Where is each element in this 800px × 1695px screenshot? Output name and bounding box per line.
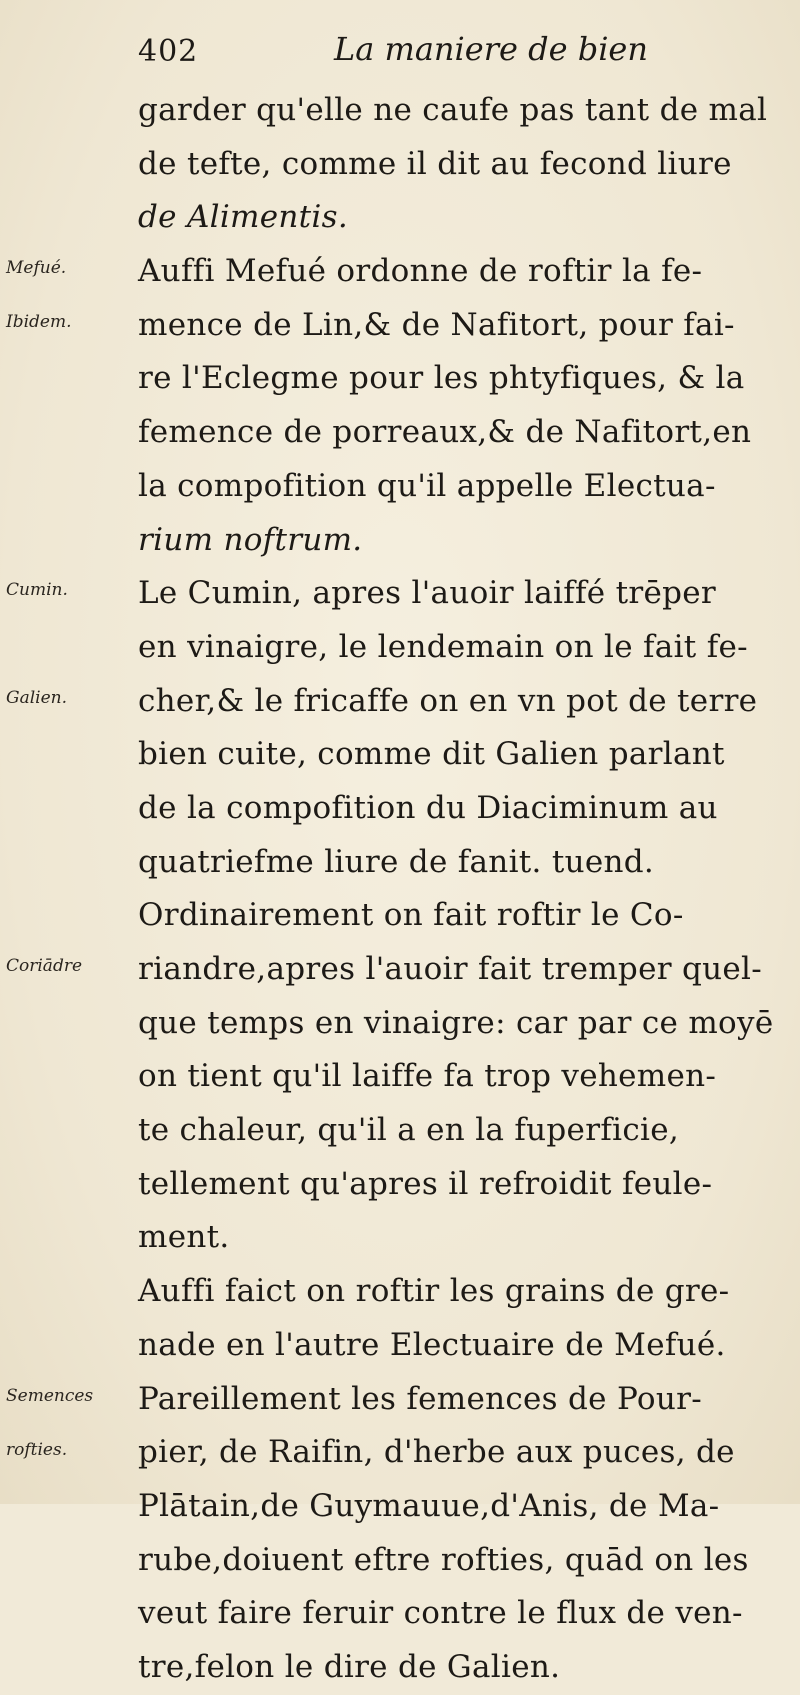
text-line: de la compofition du Diaciminum au	[138, 789, 718, 826]
margin-note: Coriādre	[6, 956, 83, 977]
text-line: Ordinairement on fait roftir le Co-	[138, 897, 684, 934]
margin-note: rofties.	[6, 1439, 68, 1460]
running-head: La maniere de bien	[334, 30, 648, 68]
text-line: re l'Eclegme pour les phtyfiques, & la	[138, 360, 745, 397]
text-line: en vinaigre, le lendemain on le fait fe-	[138, 628, 748, 665]
margin-note: Semences	[6, 1385, 94, 1406]
text-line: mence de Lin,& de Nafitort, pour fai-	[138, 306, 735, 343]
text-line: Le Cumin, apres l'auoir laiffé trēper	[138, 575, 717, 612]
text-line: garder qu'elle ne caufe pas tant de mal	[138, 92, 768, 128]
text-line: veut faire feruir contre le flux de ven-	[138, 1595, 743, 1632]
text-line: cher,& le fricaffe on en vn pot de terre	[138, 682, 758, 719]
text-line: riandre,apres l'auoir fait tremper quel-	[138, 951, 763, 987]
text-line: femence de porreaux,& de Nafitort,en	[138, 414, 752, 451]
text-line: Pareillement les femences de Pour-	[138, 1380, 703, 1417]
text-line: te chaleur, qu'il a en la fuperficie,	[138, 1112, 679, 1149]
text-line: tre,felon le dire de Galien.	[138, 1648, 561, 1685]
text-line: on tient qu'il laiffe fa trop vehemen-	[138, 1058, 717, 1095]
text-line: Auffi faict on roftir les grains de gre-	[138, 1273, 730, 1310]
text-line: tellement qu'apres il refroidit feule-	[138, 1165, 713, 1202]
text-line: pier, de Raifin, d'herbe aux puces, de	[138, 1434, 735, 1471]
text-line: ment.	[138, 1219, 230, 1256]
text-line: Auffi Mefué ordonne de roftir la fe-	[138, 253, 703, 290]
page-number: 402	[138, 34, 199, 69]
text-line: bien cuite, comme dit Galien parlant	[138, 736, 725, 773]
text-line: de Alimentis.	[138, 199, 349, 236]
margin-note: Cumin.	[6, 580, 68, 601]
margin-note: Galien.	[6, 687, 68, 708]
text-line: nade en l'autre Electuaire de Mefué.	[138, 1326, 726, 1363]
margin-note: Mefué.	[6, 258, 67, 279]
body-text	[138, 84, 774, 1695]
margin-note: Ibidem.	[6, 311, 72, 332]
text-line: rube,doiuent eftre rofties, quād on les	[138, 1541, 749, 1578]
text-line: Plātain,de Guymauue,d'Anis, de Ma-	[138, 1487, 720, 1524]
text-line: de tefte, comme il dit au fecond liure	[138, 145, 732, 182]
text-line: rium noftrum.	[138, 521, 363, 558]
text-line: que temps en vinaigre: car par ce moyē	[138, 1004, 774, 1041]
text-line: la compofition qu'il appelle Electua-	[138, 467, 716, 504]
text-line: quatriefme liure de fanit. tuend.	[138, 843, 655, 880]
